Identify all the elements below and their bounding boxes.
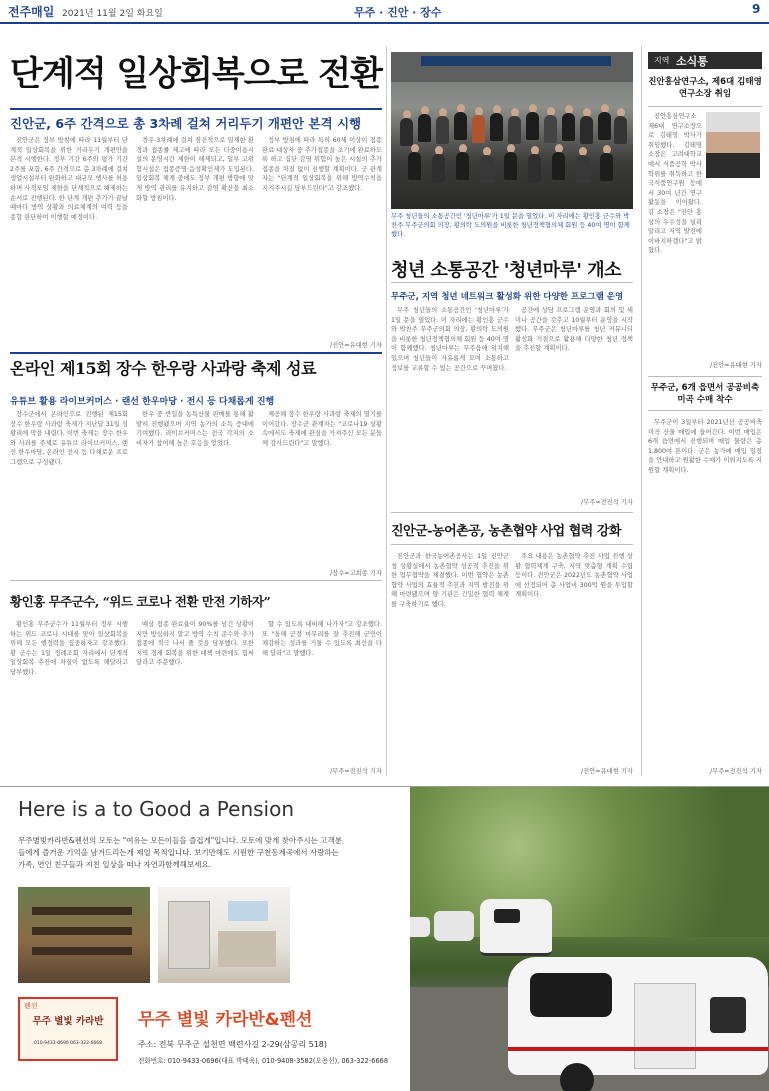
article5-byline: /진안=유대현 기자	[581, 768, 633, 775]
article1-byline: /진안=유대현 기자	[330, 342, 382, 349]
ad-text: 무주별빛카라반&펜션의 모토는 "여유는 모든이들을 즐겁게"입니다. 모토에 맞게 찾아주시는 고객분들에게 즐거운 기억을 남겨드리는게 제일 목적입니다. 보기만해도 시원한 구천동계곡에서 사랑하는 가족, 연인 친구들과 지친 일상을 떠나 자연과함께해보세요.	[18, 836, 343, 869]
section-name: 무주 · 진안 · 장수	[354, 6, 442, 19]
divider	[391, 282, 633, 283]
article3-headline: 온라인 제15회 장수 한우랑 사과랑 축제 성료	[10, 359, 316, 378]
article4-col1: 황인홍 무주군수가 11월부터 정부 시행하는 위드 코로나 시대를 맞아 일상회복을 위해 모든 행정력을 집중하자고 강조했다. 황 군수는 1일 정례조회 자리에서 단계적 일상회복 추진에 차질이 없도록 해달라고 당부했다.	[10, 621, 128, 676]
divider	[10, 108, 382, 110]
divider	[648, 376, 762, 377]
article1-col1: 진안군은 정부 방침에 따라 11월부터 단계적 일상회복을 위한 거리두기 개편안을 본격 시행한다. 정부 기간 6주와 평가 기간 2주를 포함, 6주 간격으로 총 3차례에 걸쳐 생업시설부터 완화하고 대규모 행사를 허용하며 사적모임 제한을 단계적으로 해제하는 순서로 진행된다. 한 단계 개편 추가가 끝날 때마다 방역 상황과 의료체계의 여력 등을 종합 판단하여 이행할 예정이다.	[10, 137, 128, 221]
article1-col2: 경우 3차례에 걸쳐 점진적으로 일제한 환경과 접종률 제고에 따라 모든 다중이용시설의 운영시간 제한이 해제되고, 일부 고위험시설은 접종증명·음성확인제가 도입된다. 일상회복 체계 중에도 정부 개편 방향에 맞게 방역 관리를 유지하고 감염 확산을 최소화할 방침이다.	[136, 137, 254, 202]
article4-byline: /무주=전진석 기자	[330, 768, 382, 775]
pension-sign	[18, 997, 118, 1061]
sign-small: 펜션	[24, 1002, 38, 1010]
sidebar-item1-byline: /진안=유대현 기자	[710, 362, 762, 369]
pension-ad	[0, 786, 769, 1091]
column-divider	[641, 46, 642, 776]
article2-subhead: 무주군, 지역 청년 네트워크 활성화 위한 다양한 프로그램 운영	[391, 292, 624, 302]
ad-phone: 전화번호: 010-9433-0696(대표 박태욱), 010-9408-3582(오용선), 063-322-6668	[138, 1057, 389, 1065]
divider	[391, 544, 633, 545]
sidebar-tag: 지역	[654, 56, 670, 65]
divider	[648, 106, 762, 107]
article2-col1: 무주 청년들의 소통공간인 '청년마루'가 1일 문을 열었다. 이 자리에는 황인홍 군수와 박찬주 무주군의회 의장, 황의탁 도의원을 비롯한 청년정책협의체 회원 등 40여 명이 함께했다. 청년마루는 무주읍에 위치해 있으며 청년들이 자유롭게 모여 소통하고 정보를 교류할 수 있는 공간으로 꾸며졌다.	[391, 307, 509, 372]
column-divider	[386, 46, 387, 776]
article4-headline: 황인홍 무주군수, “위드 코로나 전환 만전 기하자”	[10, 594, 271, 609]
sidebar-item2-byline: /무주=전진석 기자	[710, 768, 762, 775]
group-photo	[391, 52, 633, 209]
article5-col2: 주요 내용은 농촌협약 추진 사업 진행 상황 협력체계 구축, 지역 맞춤형 계획 수립 등이다. 진안군은 2022년도 농촌협약 사업에 선정되어 총 사업비 300억 원을 투입할 계획이다.	[515, 553, 633, 599]
sidebar-title: 소식통	[676, 55, 708, 68]
ad-title: Here is a to Good a Pension	[18, 797, 295, 821]
article4-col2: 예상 접종 완료율이 90%를 넘긴 상황이지만 방심하지 말고 방역 수칙 준수와 추가 접종에 적극 나서 줄 것을 당부했다. 또한 지역 경제 회복을 위한 대책 마련에도 힘써 달라고 주문했다.	[136, 621, 254, 667]
sidebar-item2-text: 무주군이 3일부터 2021년산 공공비축미곡 산물 매입에 들어간다. 이번 매입은 6개 읍면에서 진행되며 매입 물량은 총 1,800여 톤이다. 군은 농가에 매입 일정을 안내하고 원활한 수매가 이뤄지도록 지원할 계획이다.	[648, 419, 762, 474]
issue-date: 2021년 11월 2일 화요일	[62, 9, 163, 19]
divider	[10, 580, 382, 581]
ad-address: 주소: 전북 무주군 설천면 백련사길 2-29(삼공리 518)	[138, 1040, 327, 1049]
newspaper-name: 전주매일	[8, 5, 55, 19]
article3-col2: 한우 중 반입을 농특산물 판매를 통해 활발히 진행됐으며 지역 농가의 소득 증대에 기여했다. 라이브커머스는 전국 각지의 소비자가 참여해 높은 호응을 얻었다.	[136, 411, 254, 447]
article1-col3: 정부 방침에 따라 특히 60세 이상이 접종 완료 대상자 중 추가접종을 조기에 완료하도록 하고 집단 감염 위험이 높은 시설의 추가접종을 차질 없이 진행할 계획이다. 군 관계자는 "단계적 일상회복을 위해 방역수칙을 지켜주시길 당부드린다"고 강조했다.	[262, 137, 382, 192]
article3-col3: 제공해 장수 한우랑 사과랑 축제의 열기를 이어갔다. 장수군 관계자는 "코로나19 상황 속에서도 축제에 관심을 가져주신 모든 분들께 감사드린다"고 말했다.	[262, 411, 382, 447]
sidebar-item2-title: 무주군, 6개 읍면서 공공비축미곡 수매 착수	[650, 383, 760, 405]
article3-byline: /장수=고희종 기자	[330, 570, 382, 577]
divider	[648, 410, 762, 411]
article4-col3: 할 수 있도록 대비해 나가자"고 강조했다. 또 "올해 군정 마무리를 잘 추진해 군민이 체감하는 성과를 거둘 수 있도록 최선을 다해 달라"고 말했다.	[262, 621, 382, 657]
page-number: 9	[752, 2, 761, 16]
sign-phone: 010-9433-0696 063-322-6668	[33, 1041, 103, 1046]
caravan-photo	[410, 787, 769, 1091]
article2-col2: 공간에 상담 프로그램 운영과 회의 및 세미나 공간을 갖추고 10월부터 운영을 시작했다. 무주군은 청년마루를 청년 커뮤니티 활성화 거점으로 활용해 다양한 청년 정책을 추진할 계획이다.	[515, 307, 633, 353]
article1-subhead: 진안군, 6주 간격으로 총 3차례 걸쳐 거리두기 개편안 본격 시행	[10, 116, 362, 131]
article5-headline: 진안군-농어촌공, 농촌협약 사업 협력 강화	[391, 524, 622, 539]
divider	[10, 352, 382, 354]
deck-photo	[18, 887, 150, 983]
photo-caption: 무주 청년들의 소통공간인 '청년마루'가 1일 문을 열었다. 이 자리에는 황인홍 군수와 박찬주 무주군의회 의장, 황의탁 도의원을 비롯한 청년정책협의체 회원 등 40여 명이 함께했다.	[391, 213, 630, 238]
sidebar-item1-title: 진안흥삼연구소, 제6대 김태영 연구소장 취임	[648, 77, 762, 99]
article3-subhead: 유튜브 활용 라이브커머스 · 랜선 한우마당 · 전시 등 다채롭게 진행	[10, 397, 275, 407]
article5-col1: 진안군과 한국농어촌공사는 1일 진안군청 상황실에서 농촌협약 성공적 추진을 위한 업무협약을 체결했다. 이번 협약은 농촌협약 사업의 효율적 추진과 지역 발전을 위해 마련됐으며 양 기관은 긴밀한 협력 체계를 구축하기로 했다.	[391, 553, 509, 608]
interior-photo	[158, 887, 290, 983]
article2-byline: /무주=전진석 기자	[581, 499, 633, 506]
ad-brand: 무주 별빛 카라반&펜션	[138, 1010, 313, 1030]
article3-col1: 장수군에서 온라인으로 진행된 제15회 장수 한우랑 사과랑 축제가 지난달 31일 성황리에 막을 내렸다. 이번 축제는 장수 한우와 사과를 주제로 유튜브 라이브커머스, 랜선 한우마당, 온라인 전시 등 다채로운 프로그램으로 구성됐다.	[10, 411, 128, 466]
page-header	[0, 0, 769, 24]
sidebar-header	[648, 52, 762, 69]
article1-headline: 단계적 일상회복으로 전환	[10, 54, 382, 94]
sidebar-item1-text: 진안흥삼연구소 제6대 연구소장으로 김태영 박사가 취임했다. 김태영 소장은 고려대학교에서 식품공학 박사 학위를 취득하고 한국식품연구원 등에서 30여 년간 연구 활동을 이어왔다. 김 소장은 "진안 홍삼의 우수성을 널리 알리고 지역 발전에 이바지하겠다"고 밝혔다.	[648, 113, 702, 255]
sign-name: 무주 별빛 카라반	[32, 1016, 104, 1027]
divider	[391, 512, 633, 513]
article2-headline: 청년 소통공간 '청년마루' 개소	[391, 260, 621, 281]
